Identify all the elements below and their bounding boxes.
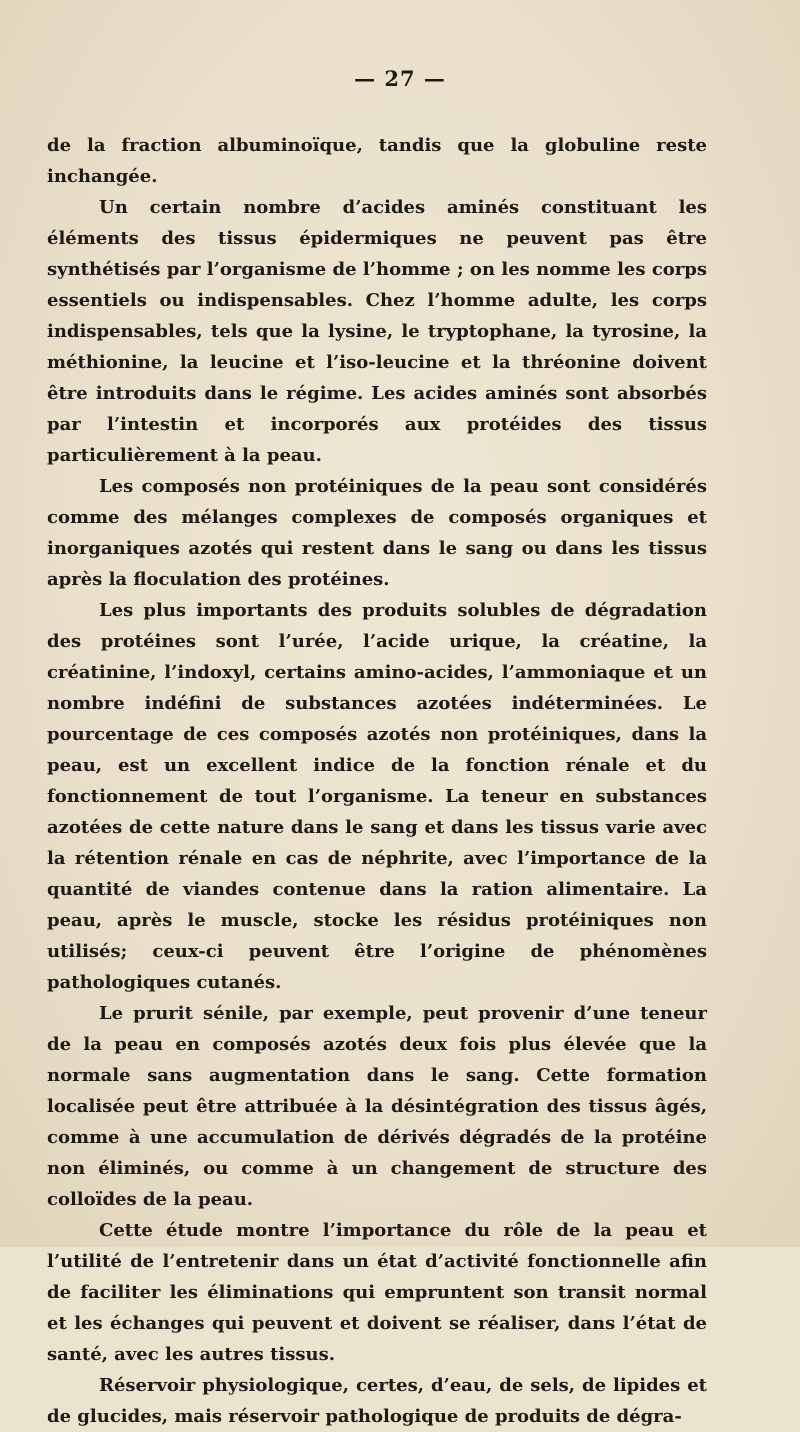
page-number: — 27 —	[354, 66, 446, 91]
paragraph-non-protein-compounds: Les composés non protéiniques de la peau sont considérés comme des mélanges complexes de composés organiques et inorganiques azotés qui restent dans le sang ou dans les tissus après la floculation des protéines.	[47, 476, 707, 590]
paragraph-amino-acids: Un certain nombre d’acides aminés constituant les éléments des tissus épidermiques ne peuvent pas être synthétisés par l’organisme de l’homme ; on les nomme les corps essentiels ou indispensables. Chez l’homme adulte, les corps indispensables, tels que la lysine, le tryptophane, la tyrosine, la méthionine, la leucine et l’iso-leucine et la thréonine doivent être introduits dans le régime. Les acides aminés sont absorbés par l’intestin et incorporés aux protéides des tissus particulièrement à la peau.	[47, 197, 707, 466]
page-body	[47, 130, 707, 1432]
paragraph-senile-pruritus: Le prurit sénile, par exemple, peut provenir d’une teneur de la peau en composés azotés deux fois plus élevée que la normale sans augmentation dans le sang. Cette formation localisée peut être attribuée à la désintégration des tissus âgés, comme à une accumulation de dérivés dégradés de la protéine non éliminés, ou comme à un changement de structure des colloïdes de la peau.	[47, 1003, 707, 1210]
paragraph-continuation: de la fraction albuminoïque, tandis que la globuline reste inchangée.	[47, 135, 707, 187]
paragraph-reservoir: Réservoir physiologique, certes, d’eau, de sels, de lipides et de glucides, mais réservoir pathologique de produits de dégra-	[47, 1375, 707, 1427]
paragraph-degradation-products: Les plus importants des produits solubles de dégradation des protéines sont l’urée, l’acide urique, la créatine, la créatinine, l’indoxyl, certains amino-acides, l’ammoniaque et un nombre indéfini de substances azotées indéterminées. Le pourcentage de ces composés azotés non protéiniques, dans la peau, est un excellent indice de la fonction rénale et du fonctionnement de tout l’organisme. La teneur en substances azotées de cette nature dans le sang et dans les tissus varie avec la rétention rénale en cas de néphrite, avec l’importance de la quantité de viandes contenue dans la ration alimentaire. La peau, après le muscle, stocke les résidus protéiniques non utilisés; ceux-ci peuvent être l’origine de phénomènes pathologiques cutanés.	[47, 600, 707, 993]
paragraph-skin-role: Cette étude montre l’importance du rôle de la peau et l’utilité de l’entretenir dans un état d’activité fonctionnelle afin de faciliter les éliminations qui empruntent son transit normal et les échanges qui peuvent et doivent se réaliser, dans l’état de santé, avec les autres tissus.	[47, 1220, 707, 1365]
